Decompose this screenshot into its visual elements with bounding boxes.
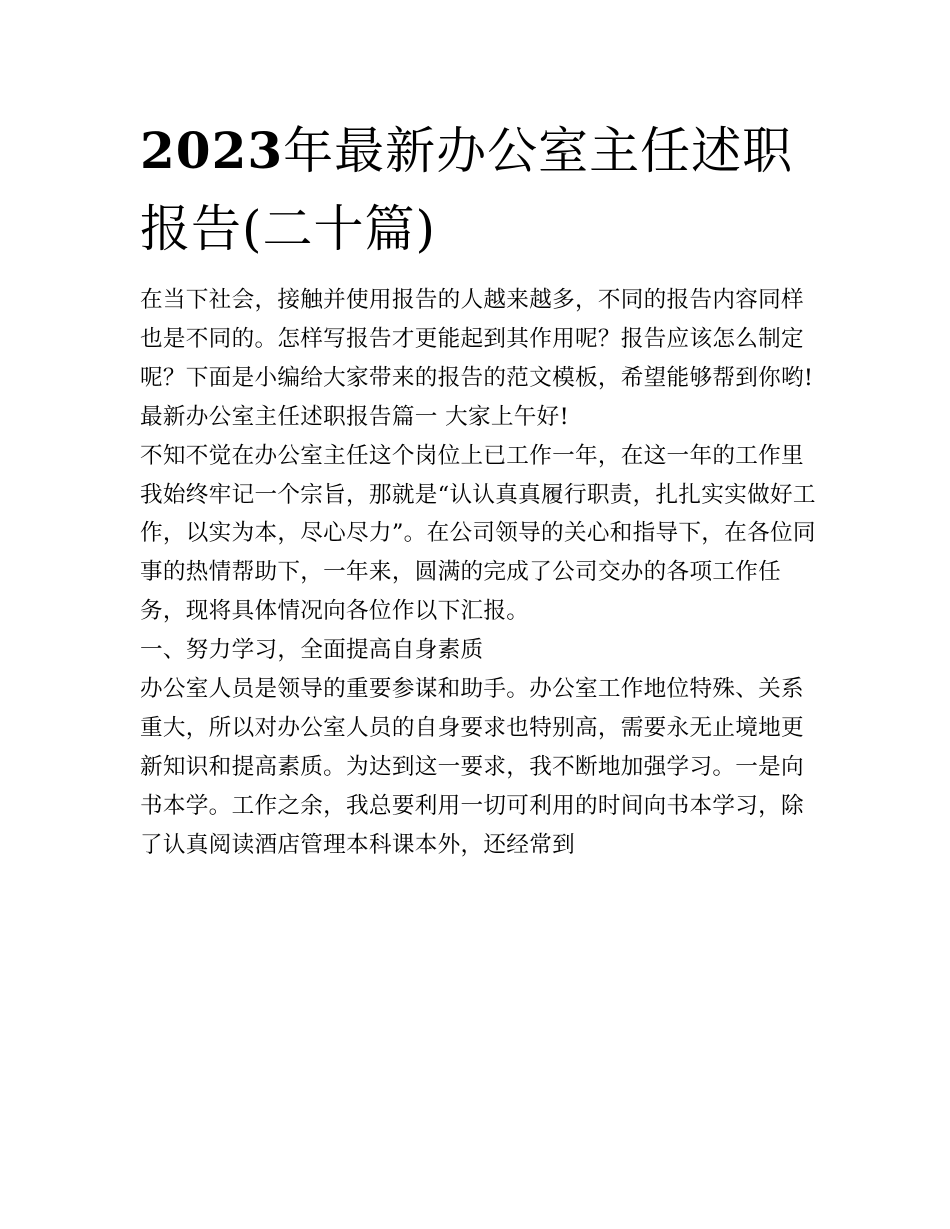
document-title bbox=[140, 112, 820, 268]
section-heading-part-one: 最新办公室主任述职报告篇一 大家上午好! bbox=[140, 403, 569, 430]
body-paragraph: 不知不觉在办公室主任这个岗位上已工作一年，在这一年的工作里我始终牢记一个宗旨，那就是“认认真真履行职责，扎扎实实做好工作，以实为本，尽心尽力”。在公司领导的关心和指导下，在各位同事的热情帮助下，一年来，圆满的完成了公司交办的各项工作任务，现将具体情况向各位作以下汇报。 bbox=[140, 442, 816, 625]
intro-paragraph: 在当下社会，接触并使用报告的人越来越多，不同的报告内容同样也是不同的。怎样写报告才更能起到其作用呢？报告应该怎么制定呢？下面是小编给大家带来的报告的范文模板，希望能够帮到你哟! bbox=[140, 287, 814, 391]
title-year: 2023 bbox=[140, 121, 284, 180]
section-heading-study: 一、努力学习，全面提高自身素质 bbox=[140, 637, 484, 664]
title-text: 年最新办公室主任述职报告(二十篇) bbox=[140, 122, 794, 258]
document-body bbox=[140, 281, 820, 865]
body-paragraph: 办公室人员是领导的重要参谋和助手。办公室工作地位特殊、关系重大，所以对办公室人员的自身要求也特别高，需要永无止境地更新知识和提高素质。为达到这一要求，我不断地加强学习。一是向书本学。工作之余，我总要利用一切可利用的时间向书本学习，除了认真阅读酒店管理本科课本外，还经常到 bbox=[140, 676, 804, 858]
